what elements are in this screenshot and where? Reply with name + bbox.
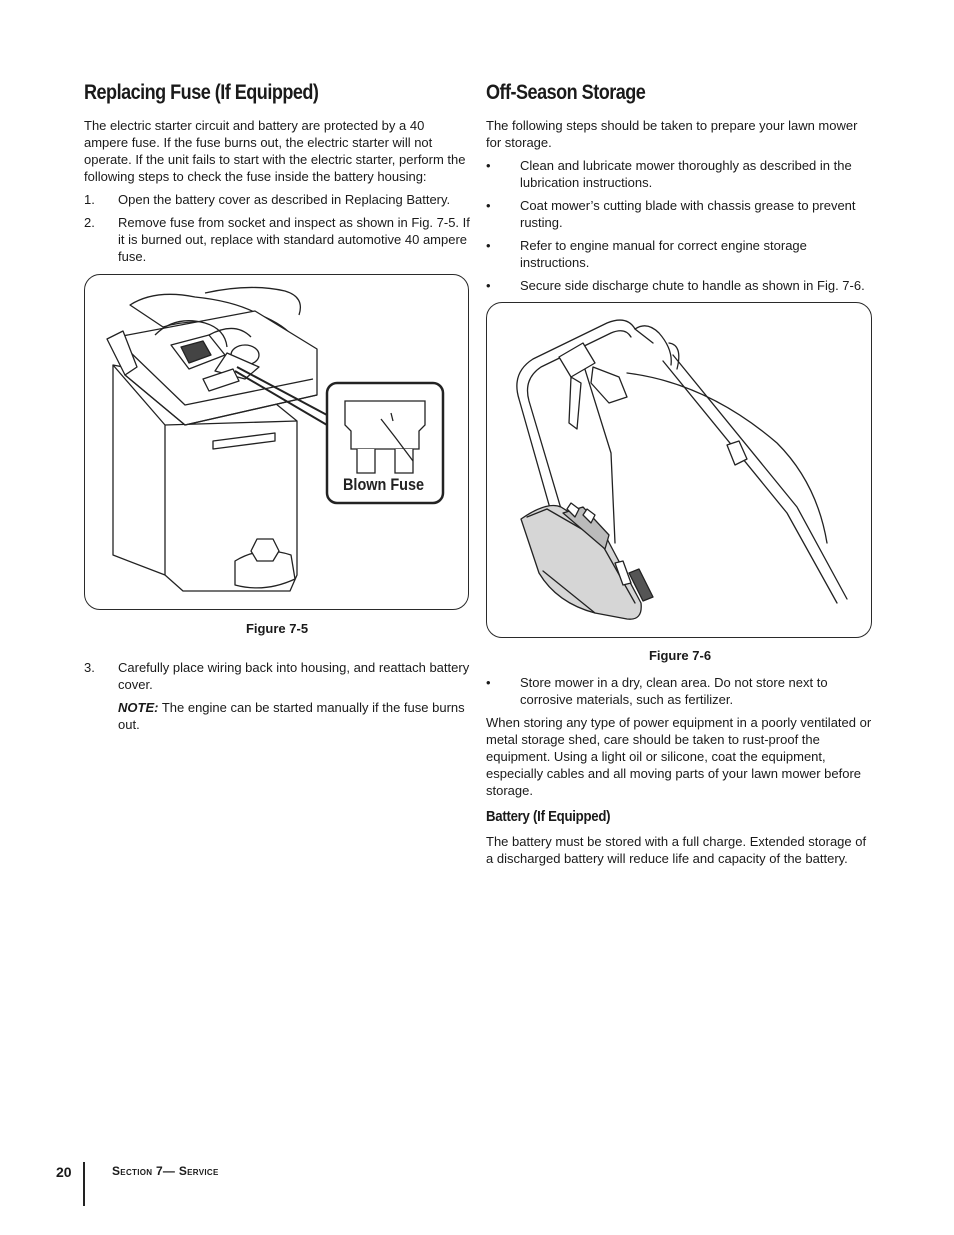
bullet-text: Store mower in a dry, clean area. Do not store next to corrosive materials, such as fertilizer. <box>520 675 828 707</box>
heading-replacing-fuse: Replacing Fuse (If Equipped) <box>84 81 319 104</box>
bullet-text: Secure side discharge chute to handle as shown in Fig. 7-6. <box>520 278 865 293</box>
bullet-marker: • <box>486 675 491 690</box>
heading-battery: Battery (If Equipped) <box>486 808 611 825</box>
page-number: 20 <box>56 1164 72 1180</box>
section-label: Section 7— Service <box>112 1164 219 1178</box>
step-number: 1. <box>84 192 95 207</box>
storage-intro: The following steps should be taken to prepare your lawn mower for storage. <box>486 118 858 150</box>
bullet-marker: • <box>486 278 491 293</box>
figure-7-5-caption: Figure 7-5 <box>245 621 309 636</box>
bullet-text: Clean and lubricate mower thoroughly as described in the lubrication instructions. <box>520 158 852 190</box>
step-1 <box>84 191 470 208</box>
note-text: The engine can be started manually if the fuse burns out. <box>118 700 465 732</box>
mower-handle-chute-illustration <box>487 303 871 637</box>
bullet-marker: • <box>486 198 491 213</box>
bullet-item <box>486 237 874 271</box>
bullet-item <box>486 674 874 708</box>
bullet-item <box>486 197 874 231</box>
bullet-text: Coat mower’s cutting blade with chassis grease to prevent rusting. <box>520 198 856 230</box>
bullet-text: Refer to engine manual for correct engine storage instructions. <box>520 238 807 270</box>
left-column <box>84 78 470 739</box>
figure-7-6 <box>486 302 872 638</box>
note <box>84 699 470 733</box>
footer-divider <box>83 1162 85 1206</box>
bullet-marker: • <box>486 238 491 253</box>
step-number: 3. <box>84 660 95 675</box>
battery-housing-illustration <box>85 275 468 609</box>
step-2 <box>84 214 470 265</box>
right-column <box>486 78 874 873</box>
figure-7-6-caption: Figure 7-6 <box>648 648 712 663</box>
step-3 <box>84 659 470 693</box>
step-text: Remove fuse from socket and inspect as shown in Fig. 7-5. If it is burned out, replace with standard automotive 40 ampere fuse. <box>118 215 470 264</box>
figure-7-5 <box>84 274 469 610</box>
step-text: Open the battery cover as described in Replacing Battery. <box>118 192 451 207</box>
step-number: 2. <box>84 215 95 230</box>
step-text: Carefully place wiring back into housing, and reattach battery cover. <box>118 660 470 692</box>
blown-fuse-callout-label: Blown Fuse <box>343 475 425 494</box>
note-label: NOTE: <box>118 700 159 715</box>
heading-off-season-storage: Off-Season Storage <box>486 81 646 104</box>
fuse-intro: The electric starter circuit and battery are protected by a 40 ampere fuse. If the fuse burns out, the electric starter will not operate. If the unit fails to start with the electric starter, perform the following steps to check the fuse inside the battery housing: <box>84 118 466 184</box>
battery-storage-paragraph: The battery must be stored with a full charge. Extended storage of a discharged battery will reduce life and capacity of the battery. <box>486 834 867 866</box>
bullet-item <box>486 277 874 294</box>
rust-proofing-paragraph: When storing any type of power equipment in a poorly ventilated or metal storage shed, care should be taken to rust-proof the equipment. Using a light oil or silicone, coat the equipment, especially cables and all moving parts of your lawn mower before storage. <box>486 715 872 798</box>
bullet-marker: • <box>486 158 491 173</box>
bullet-item <box>486 157 874 191</box>
